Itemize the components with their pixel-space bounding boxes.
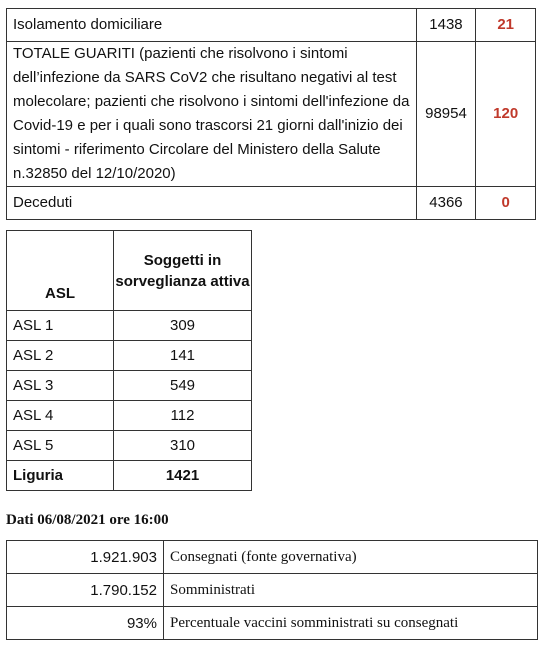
vaccine-label: Percentuale vaccini somministrati su consegnati bbox=[164, 607, 538, 640]
asl-name: ASL 1 bbox=[7, 311, 114, 341]
asl-value: 310 bbox=[114, 431, 252, 461]
asl-name: ASL 2 bbox=[7, 341, 114, 371]
outcome-label: Deceduti bbox=[7, 187, 417, 220]
asl-name: ASL 5 bbox=[7, 431, 114, 461]
asl-name: ASL 3 bbox=[7, 371, 114, 401]
table-row bbox=[7, 42, 536, 187]
table-row bbox=[7, 9, 536, 42]
table-row bbox=[7, 541, 538, 574]
table-row bbox=[7, 401, 252, 431]
column-header-asl: ASL bbox=[7, 231, 114, 311]
vaccines-table bbox=[6, 540, 538, 640]
table-header-row bbox=[7, 231, 252, 311]
table-row bbox=[7, 371, 252, 401]
outcome-value: 4366 bbox=[416, 187, 476, 220]
table-row bbox=[7, 431, 252, 461]
table-row bbox=[7, 574, 538, 607]
asl-name: ASL 4 bbox=[7, 401, 114, 431]
column-header-subjects: Soggetti in sorveglianza attiva bbox=[114, 231, 252, 311]
outcome-value: 98954 bbox=[416, 42, 476, 187]
asl-value: 112 bbox=[114, 401, 252, 431]
vaccine-label: Consegnati (fonte governativa) bbox=[164, 541, 538, 574]
vaccine-label: Somministrati bbox=[164, 574, 538, 607]
outcome-delta: 120 bbox=[476, 42, 536, 187]
outcome-value: 1438 bbox=[416, 9, 476, 42]
outcomes-table bbox=[6, 8, 536, 220]
data-date-heading: Dati 06/08/2021 ore 16:00 bbox=[6, 512, 169, 528]
table-row bbox=[7, 311, 252, 341]
total-value: 1421 bbox=[114, 461, 252, 491]
vaccine-value: 1.790.152 bbox=[7, 574, 164, 607]
table-row bbox=[7, 607, 538, 640]
asl-value: 549 bbox=[114, 371, 252, 401]
asl-value: 309 bbox=[114, 311, 252, 341]
table-row bbox=[7, 341, 252, 371]
outcome-label: Isolamento domiciliare bbox=[7, 9, 417, 42]
outcome-delta: 21 bbox=[476, 9, 536, 42]
vaccine-value: 93% bbox=[7, 607, 164, 640]
outcome-label: TOTALE GUARITI (pazienti che risolvono i sintomi dell’infezione da SARS CoV2 che risultano negativi al test molecolare; pazienti che risolvono i sintomi dell'infezione da Covid-19 e per i quali sono trascorsi 21 giorni dall'inizio dei sintomi - riferimento Circolare del Ministero della Salute n.32850 del 12/10/2020) bbox=[7, 42, 417, 187]
outcome-delta: 0 bbox=[476, 187, 536, 220]
asl-value: 141 bbox=[114, 341, 252, 371]
total-name: Liguria bbox=[7, 461, 114, 491]
total-row bbox=[7, 461, 252, 491]
surveillance-table bbox=[6, 230, 252, 491]
vaccine-value: 1.921.903 bbox=[7, 541, 164, 574]
table-row bbox=[7, 187, 536, 220]
